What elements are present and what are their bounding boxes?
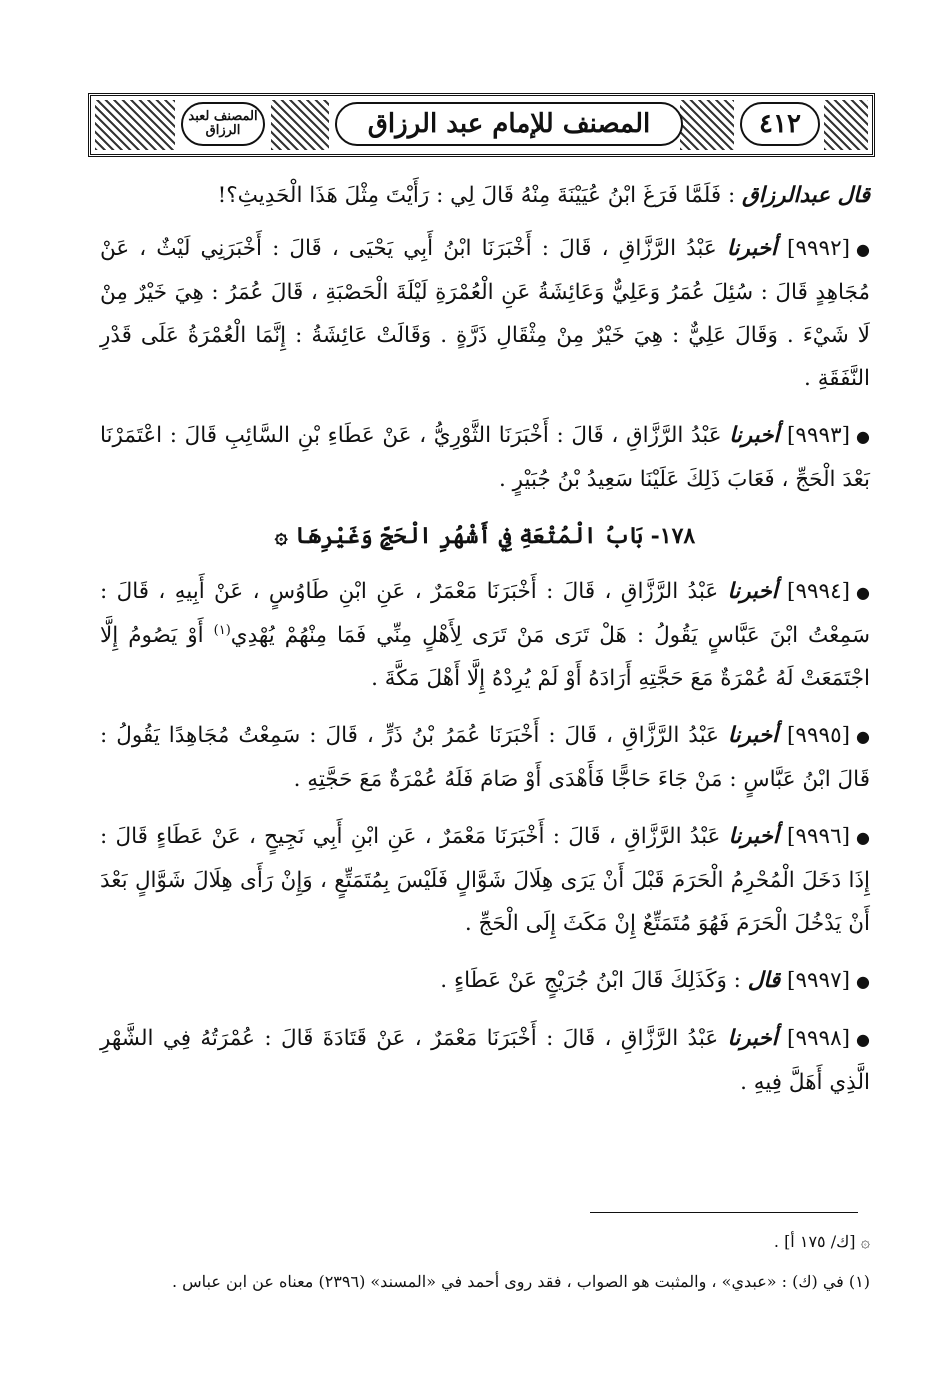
ornament: [824, 100, 868, 150]
hadith-entry: [100, 570, 870, 700]
hadith-text: عَبْدُ الرَّزَّاقِ ، قَالَ : أَخْبَرَنَا الثَّوْرِيُّ ، عَنْ عَطَاءِ بْنِ السَّائِبِ قَالَ : اعْتَمَرْنَا بَعْدَ الْحَجِّ ، فَعَابَ ذَلِكَ عَلَيْنَا سَعِيدُ بْنُ جُبَيْرٍ .: [100, 423, 870, 492]
narration-lead: أخبرنا: [727, 723, 779, 748]
bullet-icon: ●: [856, 583, 870, 602]
hadith-text: أَوْ يَصُومُ إِلَّا اجْتَمَعَتْ لَهُ عُمْرَةٌ مَعَ حَجَّتِهِ أَرَادَهُ أَوْ لَمْ يُرِدْهُ إِلَّا أَهْلَ مَكَّةَ .: [100, 623, 870, 691]
hadith-number: [٩٩٩٥]: [787, 723, 851, 748]
intro-paragraph: [100, 174, 870, 217]
speaker-label: قال عبدالرزاق: [742, 183, 870, 208]
hadith-entry: [100, 414, 870, 501]
page-number: [740, 102, 820, 146]
hadith-text: : وَكَذَلِكَ قَالَ ابْنُ جُرَيْجٍ عَنْ عَطَاءٍ .: [440, 968, 741, 993]
narration-lead: قال: [747, 968, 781, 993]
bullet-icon: ●: [856, 828, 870, 847]
book-seal: [181, 102, 265, 146]
hadith-entry: [100, 714, 870, 801]
page-number-text: ٤١٢: [759, 109, 801, 139]
narration-lead: أخبرنا: [728, 824, 779, 849]
hadith-entry: [100, 815, 870, 945]
chapter-heading: ١٧٨- بَابُ الْمُتْعَةِ فِي أَشْهُرِ الْحَجِّ وَغَيْرِهَا ۞: [274, 523, 696, 549]
narration-lead: أخبرنا: [727, 579, 778, 604]
bullet-icon: ●: [856, 727, 870, 746]
narration-lead: أخبرنا: [727, 1026, 778, 1051]
hadith-number: [٩٩٩٣]: [787, 423, 851, 448]
ornament: [95, 100, 175, 150]
hadith-text: عَبْدُ الرَّزَّاقِ ، قَالَ : أَخْبَرَنَا مَعْمَرٌ ، عَنْ قَتَادَةَ قَالَ : عُمْرَتُهُ فِي الشَّهْرِ الَّذِي أَهَلَّ فِيهِ .: [100, 1026, 870, 1095]
running-title: [335, 102, 683, 146]
book-title: المصنف للإمام عبد الرزاق: [367, 109, 651, 139]
hadith-number: [٩٩٩٦]: [787, 824, 851, 849]
footnotes: [100, 1222, 870, 1302]
hadith-text: عَبْدُ الرَّزَّاقِ ، قَالَ : أَخْبَرَنَا ابْنُ أَبِي يَحْيَى ، قَالَ : أَخْبَرَنِي لَيْثٌ ، عَنْ مُجَاهِدٍ قَالَ : سُئِلَ عُمَرُ وَعَلِيٌّ وَعَائِشَةُ عَنِ الْعُمْرَةِ لَيْلَةَ الْحَصْبَةِ ، قَالَ عُمَرُ : هِيَ خَيْرٌ مِنْ لَا شَيْءَ . وَقَالَ عَلِيٌّ : هِيَ خَيْرٌ مِنْ مِثْقَالِ ذَرَّةٍ . وَقَالَتْ عَائِشَةُ : إِنَّمَا الْعُمْرَةُ عَلَى قَدْرِ النَّفَقَةِ .: [100, 236, 870, 391]
ornament: [680, 100, 734, 150]
footnote-marker[interactable]: (١): [213, 622, 231, 638]
main-text: [100, 174, 870, 1118]
hadith-entry: [100, 1017, 870, 1104]
footnote: (١) في (ك) : «عبدي» ، والمثبت هو الصواب ، فقد روى أحمد في «المسند» (٢٣٩٦) معناه عن ابن عباس .: [171, 1272, 870, 1291]
narration-lead: أخبرنا: [726, 236, 777, 261]
hadith-number: [٩٩٩٨]: [787, 1026, 851, 1051]
narration-lead: أخبرنا: [729, 423, 780, 448]
hadith-text: عَبْدُ الرَّزَّاقِ ، قَالَ : أَخْبَرَنَا عُمَرُ بْنُ ذَرٍّ ، قَالَ : سَمِعْتُ مُجَاهِدًا يَقُولُ : قَالَ ابْنُ عَبَّاسٍ : مَنْ جَاءَ حَاجًّا فَأَهْدَى أَوْ صَامَ فَلَهُ عُمْرَةٌ مَعَ حَجَّتِهِ .: [100, 723, 870, 792]
footnote-divider: [590, 1212, 858, 1213]
bullet-icon: ●: [856, 972, 870, 991]
intro-text: : فَلَمَّا فَرَغَ ابْنُ عُيَيْنَةَ مِنْهُ قَالَ لِي : رَأَيْتَ مِثْلَ هَذَا الْحَدِيثِ؟!: [217, 183, 736, 208]
seal-text: المصنف لعبد الرزاق: [188, 109, 258, 138]
hadith-text: عَبْدُ الرَّزَّاقِ ، قَالَ : أَخْبَرَنَا مَعْمَرٌ ، عَنِ ابْنِ أَبِي نَجِيحٍ ، عَنْ عَطَاءٍ قَالَ : إِذَا دَخَلَ الْمُحْرِمُ الْحَرَمَ قَبْلَ أَنْ يَرَى هِلَالَ شَوَّالٍ فَلَيْسَ بِمُتَمَتِّعٍ ، وَإِنْ رَأَى هِلَالَ شَوَّالٍ بَعْدَ أَنْ يَدْخُلَ الْحَرَمَ فَهُوَ مُتَمَتِّعٌ إِنْ مَكَثَ إِلَى الْحَجِّ .: [100, 824, 870, 936]
hadith-entry: [100, 959, 870, 1003]
hadith-text: عَبْدُ الرَّزَّاقِ ، قَالَ : أَخْبَرَنَا مَعْمَرٌ ، عَنِ ابْنِ طَاوُسٍ ، عَنْ أَبِيهِ ، قَالَ : سَمِعْتُ ابْنَ عَبَّاسٍ يَقُولُ : هَلْ تَرَى مَنْ تَرَى لِأَهْلٍ مِنِّي فَمَا مِنْهُمْ يُهْدِي: [100, 579, 870, 648]
hadith-entry: [100, 227, 870, 400]
bullet-icon: ●: [856, 240, 870, 259]
footnote: ۞ [ك/ ١٧٥ أ] .: [773, 1232, 870, 1251]
hadith-number: [٩٩٩٢]: [787, 236, 851, 261]
page-header: [88, 93, 875, 157]
bullet-icon: ●: [856, 427, 870, 446]
hadith-number: [٩٩٩٤]: [787, 579, 851, 604]
bullet-icon: ●: [856, 1030, 870, 1049]
hadith-number: [٩٩٩٧]: [787, 968, 851, 993]
ornament: [271, 100, 329, 150]
